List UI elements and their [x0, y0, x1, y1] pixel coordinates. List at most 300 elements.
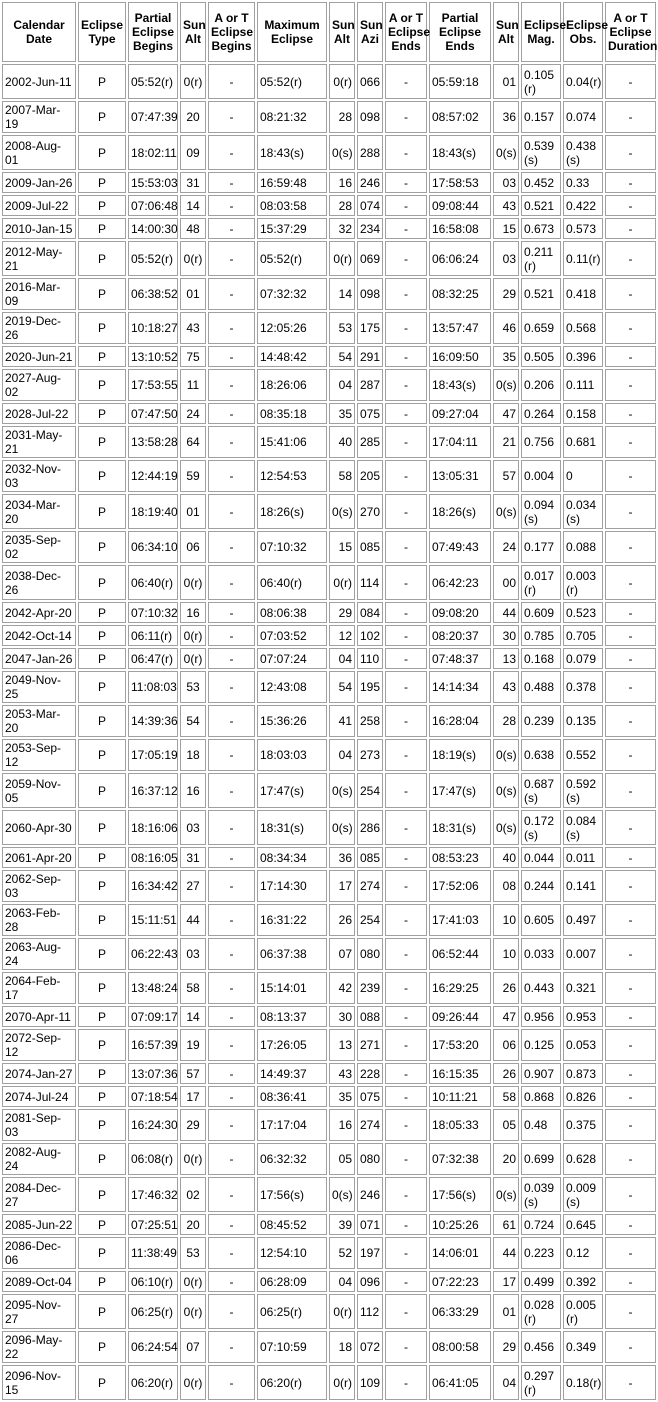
sun-alt-begin-cell: 29: [180, 1109, 206, 1141]
sun-alt-max-cell: 16: [329, 172, 355, 193]
partial-begins-cell: 08:16:05: [128, 847, 178, 868]
sun-alt-end-cell: 30: [493, 625, 519, 646]
table-row: [2, 1365, 656, 1400]
sun-alt-end-cell: 47: [493, 403, 519, 424]
sun-alt-end-cell: 05: [493, 1109, 519, 1141]
sun-alt-begin-cell: 43: [180, 312, 206, 344]
sun-alt-max-cell: 35: [329, 1086, 355, 1107]
sun-alt-end-cell: 26: [493, 1063, 519, 1084]
partial-begins-cell: 14:39:36: [128, 705, 178, 737]
partial-ends-cell: 17:41:03: [429, 904, 491, 936]
a-or-t-ends-cell: -: [385, 312, 427, 344]
a-or-t-ends-cell: -: [385, 241, 427, 276]
partial-ends-cell: 10:25:26: [429, 1214, 491, 1235]
sun-alt-end-cell: 21: [493, 426, 519, 458]
table-row: [2, 1029, 656, 1061]
maximum-eclipse-cell: 18:26:06: [257, 369, 327, 401]
partial-ends-cell: 06:42:23: [429, 565, 491, 600]
a-or-t-begins-cell: -: [208, 531, 255, 563]
a-or-t-duration-cell: -: [605, 1294, 656, 1329]
eclipse-type-cell: P: [78, 1331, 126, 1363]
eclipse-type-cell: P: [78, 101, 126, 133]
eclipse-obs-cell: 0.12: [563, 1237, 603, 1269]
a-or-t-ends-cell: -: [385, 460, 427, 492]
eclipse-obs-cell: 0.007: [563, 938, 603, 970]
sun-alt-end-cell: 24: [493, 531, 519, 563]
a-or-t-ends-cell: -: [385, 870, 427, 902]
sun-alt-end-cell: 43: [493, 195, 519, 216]
a-or-t-duration-cell: -: [605, 648, 656, 669]
partial-begins-cell: 05:52(r): [128, 64, 178, 99]
eclipse-obs-cell: 0.011: [563, 847, 603, 868]
calendar-date-cell: 2062-Sep-03: [2, 870, 76, 902]
eclipse-obs-cell: 0.523: [563, 602, 603, 623]
calendar-date-cell: 2020-Jun-21: [2, 346, 76, 367]
a-or-t-duration-cell: -: [605, 494, 656, 529]
a-or-t-ends-cell: -: [385, 426, 427, 458]
sun-alt-max-cell: 0(r): [329, 565, 355, 600]
eclipse-mag-cell: 0.605: [521, 904, 561, 936]
sun-alt-end-cell: 28: [493, 705, 519, 737]
a-or-t-duration-cell: -: [605, 241, 656, 276]
eclipse-obs-cell: 0.18(r): [563, 1365, 603, 1400]
maximum-eclipse-cell: 12:05:26: [257, 312, 327, 344]
eclipse-obs-cell: 0.11(r): [563, 241, 603, 276]
maximum-eclipse-cell: 07:10:59: [257, 1331, 327, 1363]
a-or-t-ends-cell: -: [385, 531, 427, 563]
eclipse-obs-cell: 0.573: [563, 218, 603, 239]
maximum-eclipse-cell: 07:10:32: [257, 531, 327, 563]
eclipse-type-cell: P: [78, 1294, 126, 1329]
calendar-date-cell: 2086-Dec-06: [2, 1237, 76, 1269]
eclipse-obs-cell: 0.497: [563, 904, 603, 936]
sun-alt-begin-cell: 16: [180, 773, 206, 808]
calendar-date-cell: 2019-Dec-26: [2, 312, 76, 344]
maximum-eclipse-cell: 12:43:08: [257, 671, 327, 703]
partial-begins-cell: 07:18:54: [128, 1086, 178, 1107]
eclipse-mag-cell: 0.638: [521, 739, 561, 771]
sun-alt-end-header: Sun Alt: [493, 2, 519, 62]
sun-azi-cell: 197: [357, 1237, 383, 1269]
sun-azi-cell: 080: [357, 1143, 383, 1175]
a-or-t-ends-cell: -: [385, 671, 427, 703]
eclipse-type-cell: P: [78, 195, 126, 216]
eclipse-mag-cell: 0.456: [521, 1331, 561, 1363]
sun-alt-max-cell: 36: [329, 847, 355, 868]
a-or-t-begins-cell: -: [208, 494, 255, 529]
a-or-t-ends-cell: -: [385, 1365, 427, 1400]
sun-alt-max-cell: 0(r): [329, 241, 355, 276]
maximum-eclipse-cell: 06:25(r): [257, 1294, 327, 1329]
calendar-date-cell: 2070-Apr-11: [2, 1006, 76, 1027]
eclipse-type-cell: P: [78, 403, 126, 424]
a-or-t-ends-cell: -: [385, 494, 427, 529]
a-or-t-ends-cell: -: [385, 904, 427, 936]
sun-alt-begin-cell: 64: [180, 426, 206, 458]
sun-alt-end-cell: 0(s): [493, 810, 519, 845]
a-or-t-duration-cell: -: [605, 705, 656, 737]
maximum-eclipse-cell: 12:54:53: [257, 460, 327, 492]
eclipse-type-cell: P: [78, 172, 126, 193]
maximum-eclipse-cell: 08:06:38: [257, 602, 327, 623]
sun-alt-max-cell: 42: [329, 972, 355, 1004]
sun-alt-end-cell: 13: [493, 648, 519, 669]
sun-alt-begin-cell: 20: [180, 101, 206, 133]
sun-alt-end-cell: 26: [493, 972, 519, 1004]
a-or-t-duration-header: A or T Eclipse Duration: [605, 2, 656, 62]
a-or-t-begins-cell: -: [208, 671, 255, 703]
sun-azi-cell: 246: [357, 1177, 383, 1212]
eclipse-mag-cell: 0.907: [521, 1063, 561, 1084]
a-or-t-duration-cell: -: [605, 870, 656, 902]
table-row: [2, 1086, 656, 1107]
eclipse-type-cell: P: [78, 671, 126, 703]
sun-alt-end-cell: 0(s): [493, 773, 519, 808]
a-or-t-ends-cell: -: [385, 1143, 427, 1175]
sun-alt-end-cell: 57: [493, 460, 519, 492]
maximum-eclipse-cell: 06:37:38: [257, 938, 327, 970]
table-row: [2, 218, 656, 239]
a-or-t-duration-cell: -: [605, 904, 656, 936]
eclipse-type-cell: P: [78, 1237, 126, 1269]
sun-azi-cell: 075: [357, 403, 383, 424]
maximum-eclipse-cell: 06:32:32: [257, 1143, 327, 1175]
a-or-t-ends-cell: -: [385, 938, 427, 970]
sun-alt-end-cell: 0(s): [493, 135, 519, 170]
table-row: [2, 64, 656, 99]
eclipse-type-cell: P: [78, 870, 126, 902]
eclipse-obs-cell: 0.084 (s): [563, 810, 603, 845]
partial-ends-cell: 18:26(s): [429, 494, 491, 529]
a-or-t-begins-cell: -: [208, 1086, 255, 1107]
sun-alt-max-cell: 39: [329, 1214, 355, 1235]
partial-begins-cell: 15:53:03: [128, 172, 178, 193]
table-row: [2, 1331, 656, 1363]
a-or-t-begins-cell: -: [208, 369, 255, 401]
maximum-eclipse-cell: 18:26(s): [257, 494, 327, 529]
sun-azi-cell: 066: [357, 64, 383, 99]
sun-alt-begin-cell: 31: [180, 847, 206, 868]
eclipse-type-cell: P: [78, 1063, 126, 1084]
table-row: [2, 460, 656, 492]
a-or-t-begins-cell: -: [208, 773, 255, 808]
sun-azi-cell: 228: [357, 1063, 383, 1084]
sun-azi-cell: 084: [357, 602, 383, 623]
sun-azi-cell: 285: [357, 426, 383, 458]
table-row: [2, 972, 656, 1004]
sun-alt-begin-cell: 0(r): [180, 241, 206, 276]
partial-begins-cell: 07:06:48: [128, 195, 178, 216]
a-or-t-duration-cell: -: [605, 195, 656, 216]
sun-alt-max-cell: 0(s): [329, 1177, 355, 1212]
eclipse-type-header: Eclipse Type: [78, 2, 126, 62]
sun-alt-begin-cell: 0(r): [180, 625, 206, 646]
table-row: [2, 705, 656, 737]
eclipse-type-cell: P: [78, 1029, 126, 1061]
maximum-eclipse-cell: 16:59:48: [257, 172, 327, 193]
table-row: [2, 195, 656, 216]
table-row: [2, 278, 656, 310]
a-or-t-ends-cell: -: [385, 602, 427, 623]
sun-alt-max-cell: 0(r): [329, 1294, 355, 1329]
sun-azi-cell: 110: [357, 648, 383, 669]
partial-ends-cell: 18:05:33: [429, 1109, 491, 1141]
a-or-t-duration-cell: -: [605, 1237, 656, 1269]
a-or-t-begins-cell: -: [208, 1271, 255, 1292]
a-or-t-duration-cell: -: [605, 426, 656, 458]
table-row: [2, 625, 656, 646]
a-or-t-duration-cell: -: [605, 972, 656, 1004]
eclipse-obs-cell: 0.005 (r): [563, 1294, 603, 1329]
eclipse-mag-cell: 0.539 (s): [521, 135, 561, 170]
sun-azi-cell: 246: [357, 172, 383, 193]
a-or-t-ends-cell: -: [385, 810, 427, 845]
partial-ends-cell: 08:32:25: [429, 278, 491, 310]
a-or-t-begins-cell: -: [208, 172, 255, 193]
eclipse-type-cell: P: [78, 904, 126, 936]
calendar-date-cell: 2089-Oct-04: [2, 1271, 76, 1292]
eclipse-obs-cell: 0.438 (s): [563, 135, 603, 170]
partial-ends-cell: 06:52:44: [429, 938, 491, 970]
eclipse-mag-cell: 0.125: [521, 1029, 561, 1061]
sun-alt-begin-cell: 07: [180, 1331, 206, 1363]
eclipse-mag-cell: 0.239: [521, 705, 561, 737]
maximum-eclipse-cell: 15:36:26: [257, 705, 327, 737]
maximum-eclipse-cell: 17:17:04: [257, 1109, 327, 1141]
sun-alt-begin-cell: 0(r): [180, 64, 206, 99]
sun-alt-begin-cell: 01: [180, 278, 206, 310]
sun-alt-max-cell: 0(s): [329, 135, 355, 170]
eclipse-type-cell: P: [78, 773, 126, 808]
eclipse-type-cell: P: [78, 1214, 126, 1235]
table-body: [2, 64, 656, 1400]
eclipse-obs-cell: 0.568: [563, 312, 603, 344]
a-or-t-ends-cell: -: [385, 64, 427, 99]
maximum-eclipse-cell: 05:52(r): [257, 64, 327, 99]
sun-alt-max-cell: 30: [329, 1006, 355, 1027]
eclipse-mag-cell: 0.039 (s): [521, 1177, 561, 1212]
partial-begins-cell: 06:25(r): [128, 1294, 178, 1329]
table-row: [2, 671, 656, 703]
sun-alt-end-cell: 35: [493, 346, 519, 367]
partial-ends-cell: 07:48:37: [429, 648, 491, 669]
maximum-eclipse-cell: 18:31(s): [257, 810, 327, 845]
sun-alt-max-cell: 12: [329, 625, 355, 646]
sun-azi-cell: 096: [357, 1271, 383, 1292]
partial-begins-cell: 06:38:52: [128, 278, 178, 310]
eclipse-obs-cell: 0.396: [563, 346, 603, 367]
maximum-eclipse-cell: 07:07:24: [257, 648, 327, 669]
a-or-t-begins-cell: -: [208, 739, 255, 771]
partial-begins-cell: 05:52(r): [128, 241, 178, 276]
calendar-date-cell: 2035-Sep-02: [2, 531, 76, 563]
eclipse-obs-cell: 0.053: [563, 1029, 603, 1061]
a-or-t-ends-cell: -: [385, 1086, 427, 1107]
a-or-t-duration-cell: -: [605, 938, 656, 970]
partial-begins-header: Partial Eclipse Begins: [128, 2, 178, 62]
calendar-date-cell: 2095-Nov-27: [2, 1294, 76, 1329]
a-or-t-ends-cell: -: [385, 1029, 427, 1061]
sun-azi-cell: 112: [357, 1294, 383, 1329]
a-or-t-begins-cell: -: [208, 1143, 255, 1175]
sun-alt-max-cell: 35: [329, 403, 355, 424]
a-or-t-begins-cell: -: [208, 403, 255, 424]
maximum-eclipse-cell: 17:26:05: [257, 1029, 327, 1061]
eclipse-mag-cell: 0.521: [521, 195, 561, 216]
eclipse-mag-cell: 0.609: [521, 602, 561, 623]
calendar-date-cell: 2009-Jan-26: [2, 172, 76, 193]
sun-alt-max-cell: 52: [329, 1237, 355, 1269]
partial-ends-cell: 08:00:58: [429, 1331, 491, 1363]
sun-alt-max-cell: 43: [329, 1063, 355, 1084]
partial-ends-cell: 18:19(s): [429, 739, 491, 771]
a-or-t-duration-cell: -: [605, 460, 656, 492]
sun-azi-cell: 274: [357, 870, 383, 902]
eclipse-obs-cell: 0.592 (s): [563, 773, 603, 808]
sun-alt-max-cell: 04: [329, 1271, 355, 1292]
a-or-t-duration-cell: -: [605, 810, 656, 845]
sun-alt-max-cell: 07: [329, 938, 355, 970]
a-or-t-begins-cell: -: [208, 1109, 255, 1141]
maximum-eclipse-cell: 08:13:37: [257, 1006, 327, 1027]
partial-begins-cell: 17:05:19: [128, 739, 178, 771]
sun-azi-cell: 085: [357, 847, 383, 868]
eclipse-obs-cell: 0.422: [563, 195, 603, 216]
calendar-date-cell: 2060-Apr-30: [2, 810, 76, 845]
eclipse-mag-cell: 0.094 (s): [521, 494, 561, 529]
sun-azi-cell: 085: [357, 531, 383, 563]
eclipse-type-cell: P: [78, 739, 126, 771]
table-row: [2, 1143, 656, 1175]
eclipse-mag-cell: 0.724: [521, 1214, 561, 1235]
table-row: [2, 1271, 656, 1292]
sun-azi-cell: 069: [357, 241, 383, 276]
calendar-date-cell: 2059-Nov-05: [2, 773, 76, 808]
table-row: [2, 565, 656, 600]
table-row: [2, 346, 656, 367]
partial-ends-cell: 09:26:44: [429, 1006, 491, 1027]
a-or-t-begins-cell: -: [208, 648, 255, 669]
a-or-t-duration-cell: -: [605, 773, 656, 808]
eclipse-type-cell: P: [78, 1006, 126, 1027]
sun-alt-max-cell: 18: [329, 1331, 355, 1363]
calendar-date-cell: 2028-Jul-22: [2, 403, 76, 424]
table-row: [2, 1109, 656, 1141]
partial-begins-cell: 06:22:43: [128, 938, 178, 970]
eclipse-obs-cell: 0.135: [563, 705, 603, 737]
calendar-date-cell: 2049-Nov-25: [2, 671, 76, 703]
eclipse-type-cell: P: [78, 648, 126, 669]
partial-begins-cell: 13:07:36: [128, 1063, 178, 1084]
calendar-date-cell: 2016-Mar-09: [2, 278, 76, 310]
eclipse-mag-cell: 0.028 (r): [521, 1294, 561, 1329]
sun-alt-begin-cell: 0(r): [180, 565, 206, 600]
partial-ends-cell: 16:09:50: [429, 346, 491, 367]
eclipse-mag-cell: 0.687 (s): [521, 773, 561, 808]
sun-alt-end-cell: 44: [493, 1237, 519, 1269]
eclipse-type-cell: P: [78, 1109, 126, 1141]
eclipse-mag-cell: 0.033: [521, 938, 561, 970]
sun-alt-end-cell: 44: [493, 602, 519, 623]
eclipse-type-cell: P: [78, 602, 126, 623]
sun-azi-cell: 234: [357, 218, 383, 239]
eclipse-mag-cell: 0.157: [521, 101, 561, 133]
calendar-date-cell: 2096-May-22: [2, 1331, 76, 1363]
partial-begins-cell: 11:38:49: [128, 1237, 178, 1269]
eclipse-mag-header: Eclipse Mag.: [521, 2, 561, 62]
table-row: [2, 369, 656, 401]
sun-alt-max-cell: 26: [329, 904, 355, 936]
calendar-date-cell: 2085-Jun-22: [2, 1214, 76, 1235]
sun-alt-begin-cell: 02: [180, 1177, 206, 1212]
sun-azi-cell: 288: [357, 135, 383, 170]
a-or-t-duration-cell: -: [605, 1214, 656, 1235]
partial-begins-cell: 13:58:28: [128, 426, 178, 458]
eclipse-obs-cell: 0.826: [563, 1086, 603, 1107]
partial-ends-cell: 16:29:25: [429, 972, 491, 1004]
sun-alt-begin-cell: 11: [180, 369, 206, 401]
eclipse-type-cell: P: [78, 1143, 126, 1175]
eclipse-mag-cell: 0.48: [521, 1109, 561, 1141]
a-or-t-duration-cell: -: [605, 278, 656, 310]
sun-azi-cell: 102: [357, 625, 383, 646]
eclipse-mag-cell: 0.177: [521, 531, 561, 563]
maximum-eclipse-cell: 08:03:58: [257, 195, 327, 216]
calendar-date-cell: 2009-Jul-22: [2, 195, 76, 216]
sun-alt-begin-cell: 59: [180, 460, 206, 492]
calendar-date-cell: 2063-Feb-28: [2, 904, 76, 936]
eclipse-mag-cell: 0.756: [521, 426, 561, 458]
partial-ends-cell: 08:20:37: [429, 625, 491, 646]
eclipse-obs-cell: 0.705: [563, 625, 603, 646]
partial-begins-cell: 06:10(r): [128, 1271, 178, 1292]
eclipse-mag-cell: 0.172 (s): [521, 810, 561, 845]
a-or-t-duration-cell: -: [605, 218, 656, 239]
sun-azi-cell: 274: [357, 1109, 383, 1141]
partial-ends-cell: 13:05:31: [429, 460, 491, 492]
sun-alt-begin-cell: 53: [180, 1237, 206, 1269]
calendar-date-cell: 2010-Jan-15: [2, 218, 76, 239]
table-row: [2, 739, 656, 771]
a-or-t-ends-cell: -: [385, 1177, 427, 1212]
a-or-t-begins-cell: -: [208, 218, 255, 239]
table-row: [2, 1177, 656, 1212]
a-or-t-duration-cell: -: [605, 403, 656, 424]
maximum-eclipse-cell: 18:03:03: [257, 739, 327, 771]
eclipse-mag-cell: 0.659: [521, 312, 561, 344]
sun-azi-cell: 075: [357, 1086, 383, 1107]
a-or-t-begins-cell: -: [208, 1237, 255, 1269]
table-row: [2, 1237, 656, 1269]
eclipse-obs-cell: 0.645: [563, 1214, 603, 1235]
a-or-t-begins-cell: -: [208, 1177, 255, 1212]
sun-alt-begin-cell: 09: [180, 135, 206, 170]
a-or-t-duration-cell: -: [605, 1063, 656, 1084]
maximum-eclipse-cell: 17:47(s): [257, 773, 327, 808]
calendar-date-cell: 2053-Sep-12: [2, 739, 76, 771]
sun-alt-max-cell: 54: [329, 671, 355, 703]
table-row: [2, 135, 656, 170]
eclipse-type-cell: P: [78, 64, 126, 99]
sun-alt-end-cell: 03: [493, 241, 519, 276]
a-or-t-ends-cell: -: [385, 278, 427, 310]
maximum-eclipse-cell: 06:20(r): [257, 1365, 327, 1400]
partial-begins-cell: 16:57:39: [128, 1029, 178, 1061]
eclipse-type-cell: P: [78, 1365, 126, 1400]
sun-alt-end-cell: 0(s): [493, 739, 519, 771]
sun-alt-end-cell: 06: [493, 1029, 519, 1061]
a-or-t-ends-cell: -: [385, 1214, 427, 1235]
